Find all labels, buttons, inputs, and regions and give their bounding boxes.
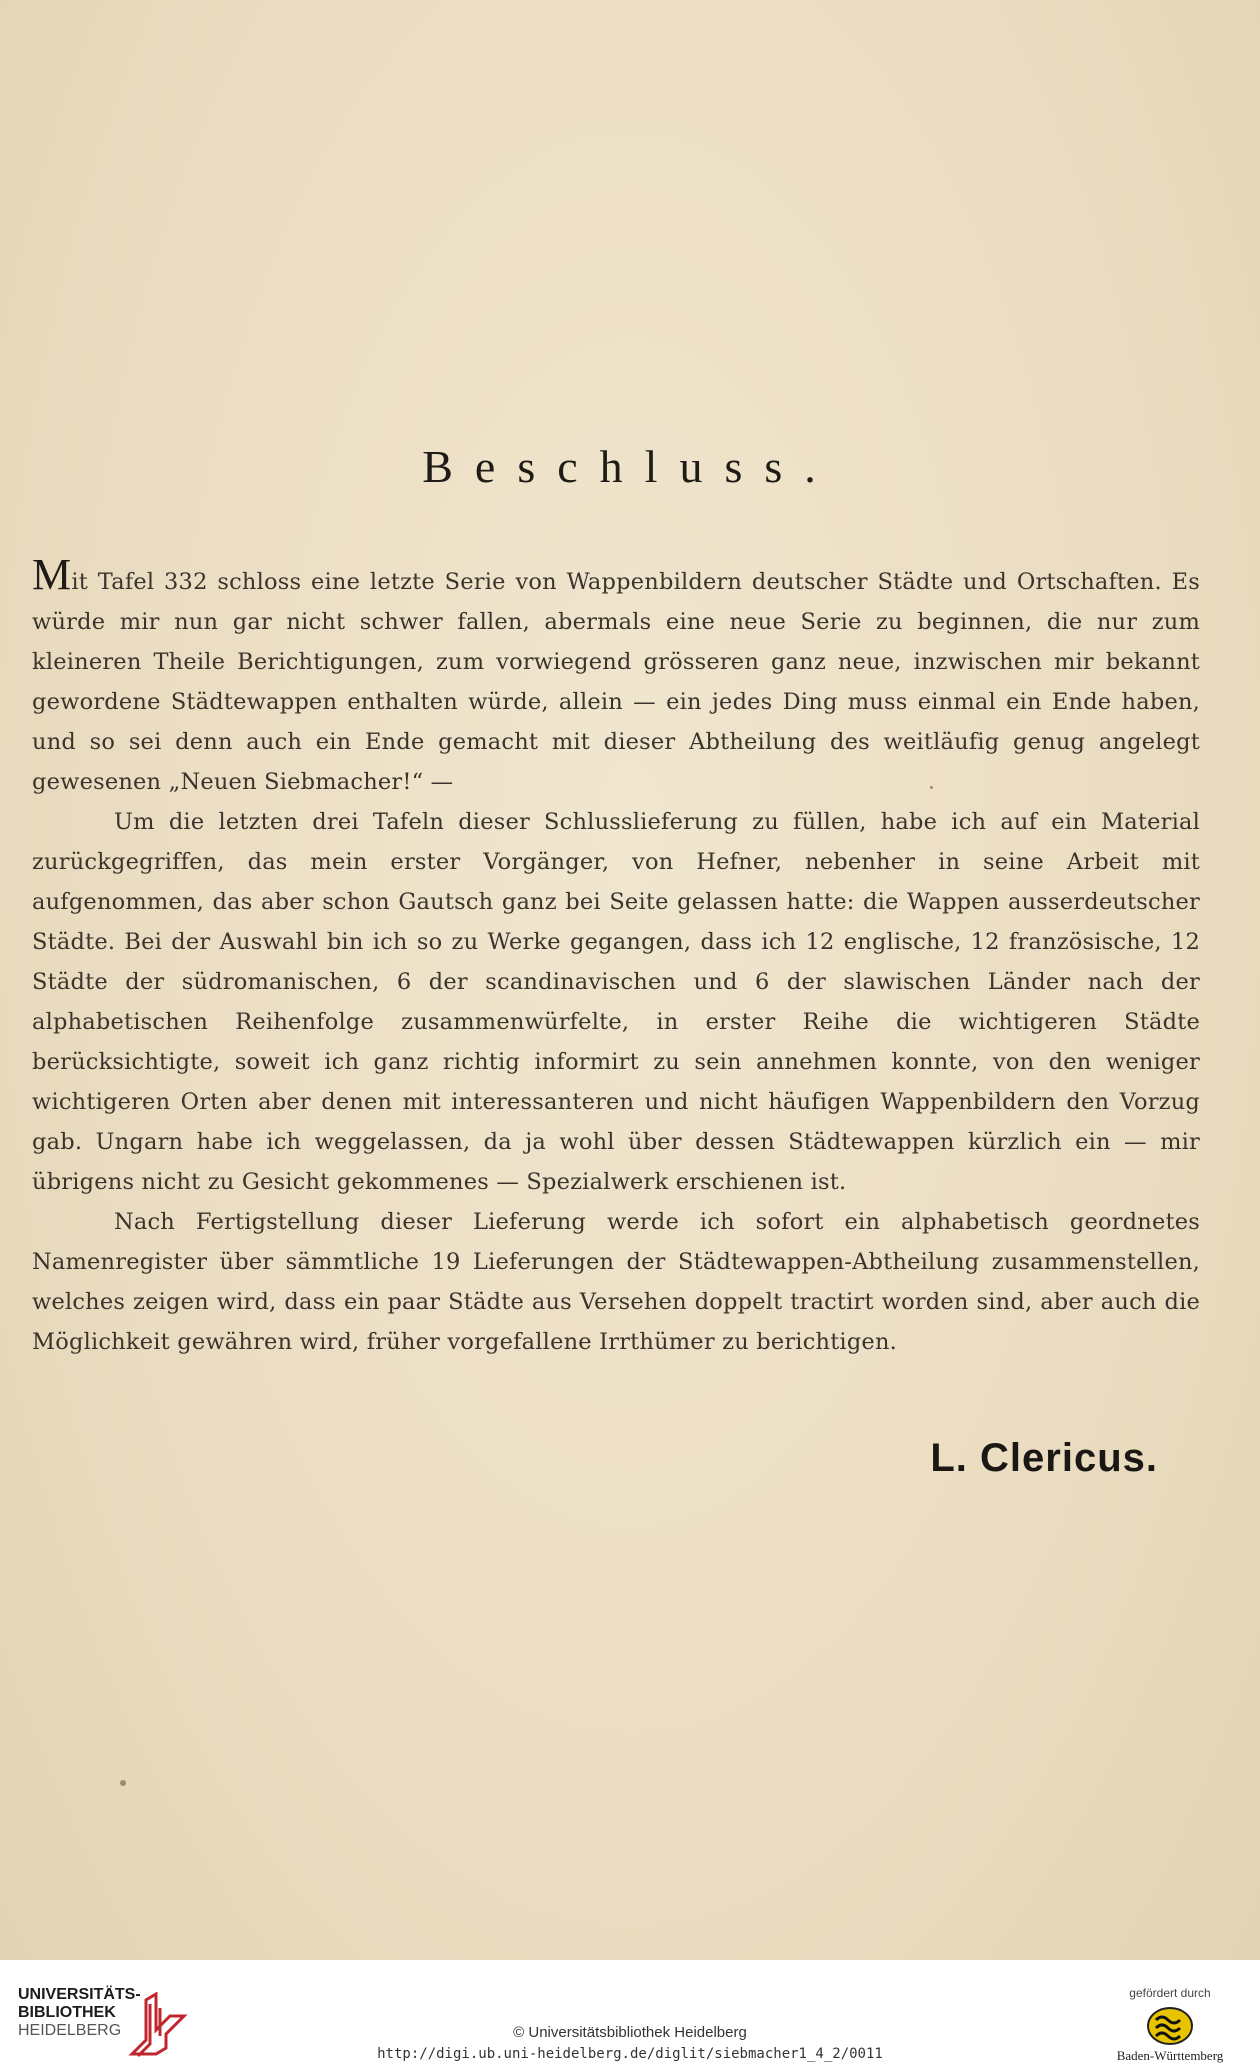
copyright-notice: © Universitätsbibliothek Heidelberg bbox=[513, 2024, 747, 2041]
drop-cap: M bbox=[32, 550, 72, 599]
funding-label: gefördert durch bbox=[1129, 1986, 1211, 2000]
paragraph-2: Um die letzten drei Tafeln dieser Schlusslieferung zu füllen, habe ich auf ein Material zurückgegriffen, das mein erster Vorgänger, von Hefner, nebenher in seine Arbeit mit aufgenommen, das aber schon Gautsch ganz bei Seite gelassen hatte: die Wappen ausserdeutscher Städte. Bei der Auswahl bin ich so zu Werke gegangen, dass ich 12 englische, 12 französische, 12 Städte der südromanischen, 6 der scandinavischen und 6 der slawischen Länder nach der alphabetischen Reihenfolge zusammenwürfelte, in erster Reihe die wichtigeren Städte berücksichtigte, soweit ich ganz richtig informirt zu sein annehmen konnte, von den weniger wichtigeren Orten aber denen mit interessanteren und nicht häufigen Wappenbildern den Vorzug gab. Ungarn habe ich weggelassen, da ja wohl über dessen Städtewappen kürzlich ein — mir übrigens nicht zu Gesicht gekommenes — Spezialwerk erschienen ist. bbox=[32, 809, 1200, 1195]
funding-credit bbox=[1100, 1986, 1240, 2064]
source-url-link[interactable]: http://digi.ub.uni-heidelberg.de/diglit/siebmacher1_4_2/0011 bbox=[377, 2046, 883, 2062]
footer-bar bbox=[0, 1960, 1260, 2072]
coat-of-arms-icon bbox=[1146, 2006, 1194, 2046]
library-name-line1: UNIVERSITÄTS- bbox=[18, 1986, 141, 2003]
paragraph-3: Nach Fertigstellung dieser Lieferung werde ich sofort ein alphabetisch geordnetes Namenregister über sämmtliche 19 Lieferungen der Städtewappen-Abtheilung zusammenstellen, welches zeigen wird, dass ein paar Städte aus Versehen doppelt tractirt worden sind, aber auch die Möglichkeit gewähren wird, früher vorgefallene Irrthümer zu berichtigen. bbox=[32, 1209, 1200, 1355]
library-name-line2: BIBLIOTHEK bbox=[18, 2004, 116, 2021]
library-name-line3: HEIDELBERG bbox=[18, 2022, 122, 2039]
funding-state: Baden-Württemberg bbox=[1116, 2048, 1224, 2063]
body-text bbox=[32, 550, 1200, 1362]
page-title: Beschluss. bbox=[422, 441, 838, 492]
paragraph-1-text: it Tafel 332 schloss eine letzte Serie von Wappenbildern deutscher Städte und Ortschaften. Es würde mir nun gar nicht schwer fallen, abermals eine neue Serie zu beginnen, die nur zum kleineren Theile Berichtigungen, zum vorwiegend grösseren ganz neue, inzwischen mir bekannt gewordene Städtewappen enthalten würde, allein — ein jedes Ding muss einmal ein Ende haben, und so sei denn auch ein Ende gemacht mit dieser Abtheilung des weitläufig genug angelegt gewesenen „Neuen Siebmacher!“ — bbox=[32, 569, 1200, 795]
paragraph-1 bbox=[32, 550, 1200, 802]
paper-speck bbox=[120, 1780, 126, 1786]
signature: L. Clericus. bbox=[930, 1436, 1158, 1480]
paper-speck bbox=[930, 786, 933, 789]
